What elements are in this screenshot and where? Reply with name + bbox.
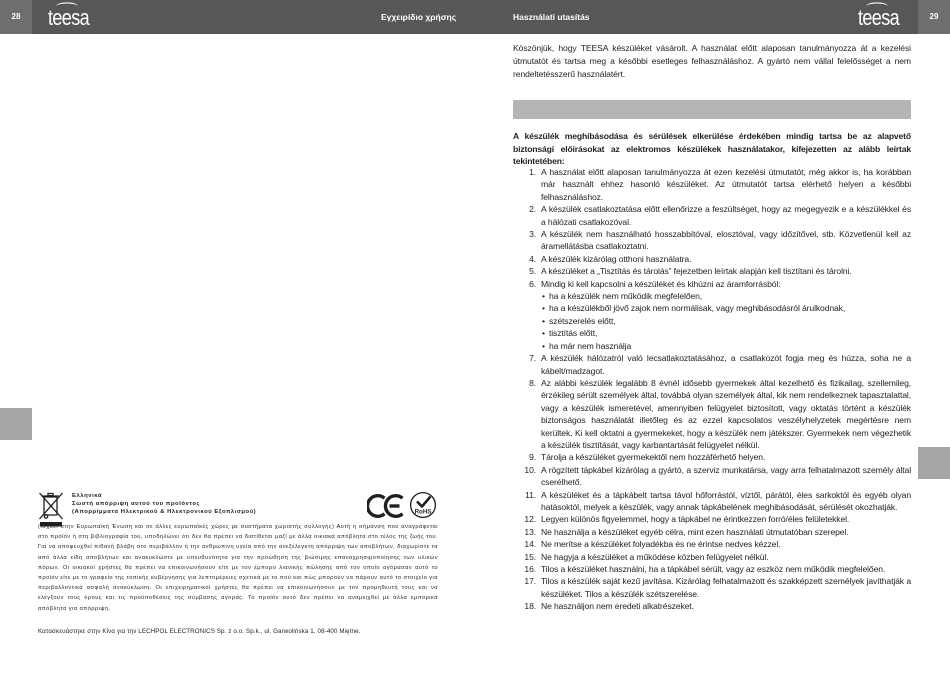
safety-item-text: A rögzített tápkábel kizárólag a gyártó, a szerviz munkatársa, vagy arra felhatalmazott személy által cserélhető. bbox=[541, 464, 911, 488]
safety-instructions-list bbox=[513, 166, 911, 613]
header-title-hungarian: Használati utasítás bbox=[513, 12, 590, 22]
teesa-logo-right bbox=[858, 6, 904, 34]
disposal-paragraph: (Ισχύει στην Ευρωπαϊκή Ένωση και σε άλλες ευρωπαϊκές χώρες με συστήματα χωριστής συλλογής) Αυτή η σήμανση που αναγράφεται στο προϊόν ή στη βιβλιογραφία του, υποδηλώνει ότι δεν θα πρέπει να διατίθεται μαζί με άλλα οικιακά απόβλητα στο τέλος της ζωής του. Για να αποφευχθεί πιθανή βλάβη στο περιβάλλον ή την ανθρώπινη υγεία από την ανεξέλεγκτη απόρριψη των αποβλήτων, διαχωρίστε τα από άλλα είδη αποβλήτων και ανακυκλώστε με υπευθυνότητα για την προώθηση της βιώσιμης επαναχρησιμοποίησης των υλικών πόρων. Οι οικιακοί χρήστες θα πρέπει να επικοινωνήσουν είτε με τον έμπορο λιανικής πώλησης από τον οποίο αγόρασαν αυτό το προϊόν είτε με το γραφείο της τοπικής κυβέρνησης για λεπτομέρειες σχετικά με το πού και πώς μπορούν να πάρουν αυτό το στοιχείο για περιβαλλοντικά ασφαλή ανακύκλωση. Οι επιχειρηματικοί χρήστες θα πρέπει να επικοινωνήσουν με τον προμηθευτή τους και να ελέγξουν τους όρους και τις προϋποθέσεις της σύμβασης αγοράς. Το προϊόν αυτό δεν πρέπει να αναμειχθεί με άλλα εμπορικά απόβλητα για απόρριψη. bbox=[38, 524, 438, 612]
logo-text: teesa bbox=[48, 4, 90, 30]
safety-item-number: 15. bbox=[524, 551, 536, 562]
safety-item bbox=[513, 526, 911, 538]
safety-item bbox=[513, 377, 911, 451]
logo-text: teesa bbox=[858, 4, 900, 30]
safety-item-number: 12. bbox=[524, 514, 536, 525]
bullet-item: • ha a készülékből jövő zajok nem normálisak, vagy meghibásodásról árulkodnak, bbox=[541, 302, 911, 314]
safety-item bbox=[513, 203, 911, 228]
bullet-item: • tisztítás előtt, bbox=[541, 327, 911, 339]
safety-item-number: 7. bbox=[529, 353, 536, 364]
safety-item bbox=[513, 464, 911, 489]
safety-item-number: 5. bbox=[529, 266, 536, 277]
safety-item-number: 18. bbox=[524, 601, 536, 612]
safety-item-number: 10. bbox=[524, 464, 536, 475]
intro-paragraph: Köszönjük, hogy TEESA készüléket vásárolt. A használat előtt alaposan tanulmányozza át a kezelési útmutatót és tartsa meg a későbbi esetleges felhasználáshoz. A gyártó nem vállal felelősséget a nem rendeltetésszerű használatért. bbox=[513, 43, 911, 79]
safety-item-number: 11. bbox=[525, 489, 536, 500]
safety-item-text: A készülék hálózatról való lecsatlakoztatásához, a csatlakozót fogja meg és húzza, soha ne a kábelt/madzagot. bbox=[541, 353, 911, 376]
side-tab-right bbox=[918, 447, 950, 479]
safety-item-text: A készüléket a „Tisztítás és tárolás” fejezetben leírtak alapján kell tisztítani és tárolni. bbox=[541, 266, 852, 277]
safety-item bbox=[513, 563, 911, 575]
teesa-logo-left bbox=[48, 6, 94, 34]
safety-item bbox=[513, 513, 911, 525]
page-number-right: 29 bbox=[918, 0, 950, 34]
side-tab-left bbox=[0, 408, 32, 440]
safety-item bbox=[513, 538, 911, 550]
safety-item bbox=[513, 489, 911, 514]
safety-item-text: Tárolja a készüléket gyermekektől nem hozzáférhető helyen. bbox=[541, 452, 766, 463]
header-title-greek: Εγχειρίδιο χρήσης bbox=[381, 12, 457, 22]
safety-item bbox=[513, 253, 911, 265]
safety-item-text: A készülék kizárólag otthoni használatra. bbox=[541, 253, 692, 264]
safety-item-number: 17. bbox=[524, 576, 536, 587]
section-heading-bar bbox=[513, 100, 911, 119]
safety-item-text: Az alábbi készülék legalább 8 évnél idősebb gyermekek által kezelhető és fizikailag, szellemileg, érzékileg sérült személyek által, továbbá olyan személyek által, kik nem rendelkeznek tapasztalattal, vagy a készülék ismeretével, amennyiben felügyelet biztosított, vagy oktatás történt a készülék biztonságos használatát illetőleg és az ezzel kapcsolatos veszélyhelyzetek megértésre nem kerültek. Ki kell oktatni a gyermekeket, hogy a készülék nem játékszer. Gyermekek nem végezhetik a készülék tisztítását, vagy karbantartását felügyelet nélkül. bbox=[541, 377, 911, 450]
safety-item-text: Ne használja a készüléket egyéb célra, mint ezen használati útmutatóban szerepel. bbox=[541, 526, 849, 537]
safety-item-number: 9. bbox=[529, 452, 536, 463]
safety-item-number: 16. bbox=[524, 564, 536, 574]
rohs-check-icon bbox=[409, 491, 437, 519]
safety-item bbox=[513, 228, 911, 253]
safety-intro-paragraph: A készülék meghibásodása és sérülések elkerülése érdekében mindig tartsa be az alapvető biztonsági előírásokat az elektromos készülékek használatakor, kifejezetten az alább leírtak tekintetében: bbox=[513, 131, 911, 167]
weee-heading: Σωστή απόρριψη αυτού του προϊόντος bbox=[72, 501, 201, 507]
safety-item bbox=[513, 278, 911, 352]
rohs-label: RoHS bbox=[414, 508, 432, 516]
safety-item-bullets bbox=[541, 290, 911, 352]
bullet-item: • szétszerelés előtt, bbox=[541, 315, 911, 327]
weee-language: Ελληνικά bbox=[72, 493, 103, 499]
safety-item-number: 8. bbox=[529, 377, 536, 388]
safety-item-number: 14. bbox=[524, 539, 536, 550]
weee-heading-block bbox=[72, 492, 352, 516]
safety-item bbox=[513, 352, 911, 377]
safety-item bbox=[513, 451, 911, 463]
safety-item bbox=[513, 551, 911, 563]
safety-item-text: A készüléket és a tápkábelt tartsa távol hőforrástól, víztől, párától, éles sarkoktól és egyéb olyan hatásoktól, melyek a készülék, vagy annak tápkábelének meghibásodását, sérülését okozhatják. bbox=[541, 489, 911, 512]
ce-mark-icon bbox=[367, 492, 405, 520]
safety-item-text: Ne hagyja a készüléket a működése közben felügyelet nélkül. bbox=[541, 551, 769, 562]
page-number-left: 28 bbox=[0, 0, 32, 34]
safety-item-number: 6. bbox=[529, 278, 536, 289]
safety-item-number: 2. bbox=[529, 204, 536, 215]
safety-item bbox=[513, 575, 911, 600]
safety-item-text: Legyen különös figyelemmel, hogy a tápkábel ne érintkezzen forró/éles felületekkel. bbox=[541, 514, 850, 525]
logo-swoosh-icon bbox=[56, 2, 78, 11]
safety-item-number: 4. bbox=[529, 253, 536, 264]
logo-swoosh-icon bbox=[866, 2, 888, 11]
header-bar bbox=[0, 0, 950, 34]
safety-item-text: Ne használjon nem eredeti alkatrészeket. bbox=[541, 601, 694, 612]
safety-item-text: A készülék nem használható hosszabbítóval, elosztóval, vagy időzítővel, stb. Közvetlenül kell az áramellátásba csatlakoztatni. bbox=[541, 229, 911, 252]
safety-item-number: 13. bbox=[524, 526, 536, 537]
safety-item-text: A készülék csatlakoztatása előtt ellenőrizze a feszültséget, hogy az megegyezik e a készülékkel és a hálózati csatlakozóval. bbox=[541, 204, 911, 227]
safety-item-text: Tilos a készüléket használni, ha a tápkábel sérült, vagy az eszköz nem működik megfelelően. bbox=[541, 564, 886, 574]
safety-item-text: Tilos a készülék saját kezű javítása. Kizárólag felhatalmazott és szakképzett személyek javíthatják a készüléket. Tilos a készülék szétszerelése. bbox=[541, 576, 911, 599]
weee-subheading: (Απορρίμματα Ηλεκτρικού & Ηλεκτρονικού Εξοπλισμού) bbox=[72, 509, 257, 515]
bullet-item: • ha már nem használja bbox=[541, 340, 911, 352]
safety-item-text: Ne merítse a készüléket folyadékba és ne érintse nedves kézzel. bbox=[541, 539, 781, 550]
safety-item bbox=[513, 600, 911, 612]
safety-item-text: A használat előtt alaposan tanulmányozza át ezen kezelési útmutatót, még akkor is, ha korábban már használt ehhez hasonló készüléket. Az útmutatót tartsa elérhető helyen a későbbi felhasználáshoz. bbox=[541, 167, 911, 202]
bullet-item: • ha a készülék nem működik megfelelően, bbox=[541, 290, 911, 302]
safety-item-text: Mindig ki kell kapcsolni a készüléket és kihúzni az áramforrásból: bbox=[541, 278, 781, 289]
manufacturer-line: Κατασκευάστηκε στην Κίνα για την LECHPOL ELECTRONICS Sp. z o.o. Sp.k., ul. Garwolińska 1, 08-400 Miętne. bbox=[38, 628, 361, 635]
safety-item bbox=[513, 265, 911, 277]
safety-item bbox=[513, 166, 911, 203]
safety-item-number: 1. bbox=[529, 167, 536, 177]
safety-item-number: 3. bbox=[529, 229, 536, 240]
